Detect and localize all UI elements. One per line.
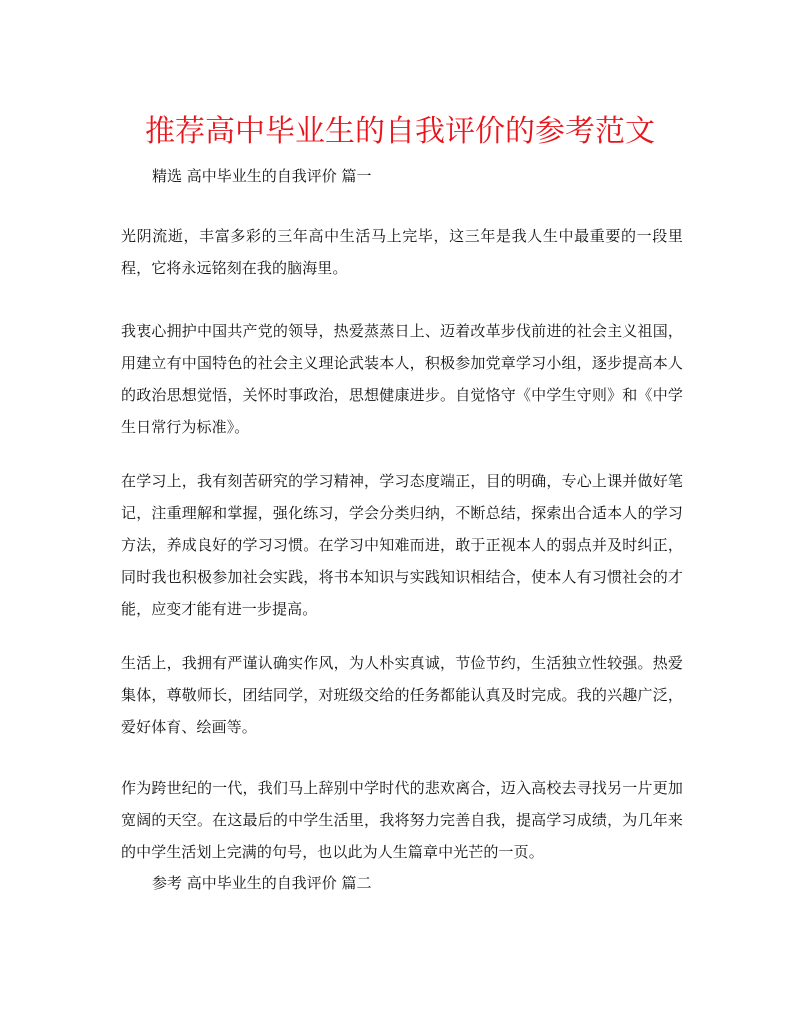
section-heading-2: 参考 高中毕业生的自我评价 篇二 <box>152 874 372 892</box>
paragraph-5: 作为跨世纪的一代，我们马上辞别中学时代的悲欢离合，迈入高校去寻找另一片更加宽阔的天空。在这最后的中学生活里，我将努力完善自我，提高学习成绩，为几年来的中学生活划上完满的句号，也以此为人生篇章中光芒的一页。 <box>121 779 683 861</box>
paragraph-4: 生活上，我拥有严谨认确实作风，为人朴实真诚，节俭节约，生活独立性较强。热爱集体，尊敬师长，团结同学，对班级交给的任务都能认真及时完成。我的兴趣广泛，爱好体育、绘画等。 <box>121 654 683 736</box>
paragraph-2: 我衷心拥护中国共产党的领导，热爱蒸蒸日上、迈着改革步伐前进的社会主义祖国，用建立有中国特色的社会主义理论武装本人，积极参加党章学习小组，逐步提高本人的政治思想觉悟，关怀时事政治，思想健康进步。自觉恪守《中学生守则》和《中学生日常行为标准》。 <box>121 322 683 436</box>
paragraph-1: 光阴流逝，丰富多彩的三年高中生活马上完毕，这三年是我人生中最重要的一段里程，它将永远铭刻在我的脑海里。 <box>121 227 683 277</box>
section-heading-1: 精选 高中毕业生的自我评价 篇一 <box>152 167 372 185</box>
document-title: 推荐高中毕业生的自我评价的参考范文 <box>145 114 655 149</box>
paragraph-3: 在学习上，我有刻苦研究的学习精神，学习态度端正，目的明确，专心上课并做好笔记，注重理解和掌握，强化练习，学会分类归纳，不断总结，探索出合适本人的学习方法，养成良好的学习习惯。在学习中知难而进，敢于正视本人的弱点并及时纠正，同时我也积极参加社会实践，将书本知识与实践知识相结合，使本人有习惯社会的才能，应变才能有进一步提高。 <box>121 472 683 618</box>
